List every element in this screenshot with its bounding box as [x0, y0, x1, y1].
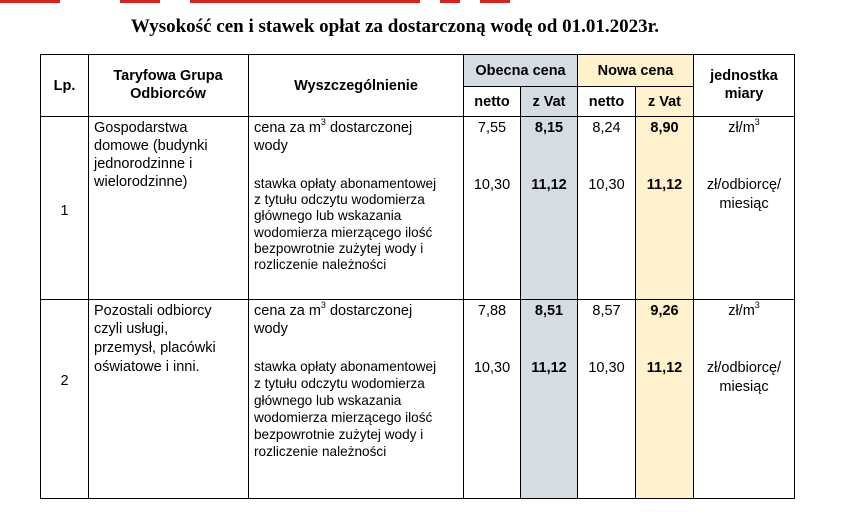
row-1-group-line: Gospodarstwa	[94, 120, 188, 136]
row-2-group-line: Pozostali odbiorcy	[94, 303, 212, 319]
row-2-fee-desc-line: głównego lub wskazania	[254, 393, 402, 408]
row-1-fee-unit-line: zł/odbiorcę/	[706, 177, 782, 193]
header-group: Taryfowa Grupa Odbiorców	[113, 68, 223, 102]
header-spec: Wyszczególnienie	[294, 78, 418, 94]
row-1-lp: 1	[60, 203, 69, 219]
red-text-fragment	[0, 0, 60, 3]
row-1-water-new-vat: 8,90	[650, 120, 679, 136]
row-2-water-price-desc: cena za $m^3$ dostarczonej	[254, 300, 413, 319]
row-1-fee-unit-line: miesiąc	[719, 196, 769, 212]
header-new-price: Nowa cena	[597, 63, 674, 79]
row-2-fee-desc-line: z tytułu odczytu wodomierza	[254, 376, 425, 391]
row-1-fee-desc-line: stawka opłaty abonamentowej	[254, 176, 437, 191]
row-1-group-line: domowe (budynki	[94, 138, 208, 154]
row-1-water-cur-vat: 8,15	[534, 120, 564, 136]
row-1-group-line: wielorodzinne)	[94, 174, 188, 190]
row-2-fee-unit-line: miesiąc	[719, 379, 769, 395]
row-2-fee-new-vat: 11,12	[646, 360, 683, 376]
row-1-fee-desc-line: wodomierza mierzącego ilość	[254, 225, 433, 240]
page-title: Wysokość cen i stawek opłat za dostarczoną wodę od 01.01.2023r.	[130, 16, 660, 37]
row-2-water-cur-vat: 8,51	[534, 303, 564, 319]
row-1-fee-new-vat: 11,12	[646, 177, 683, 193]
row-1-fee-desc-line: rozliczenie należności	[254, 257, 387, 272]
row-1-water-price-desc-cont: wody	[254, 138, 288, 154]
header-current-netto: netto	[474, 94, 510, 110]
row-2-fee-desc-line: rozliczenie należności	[254, 444, 387, 459]
row-1-water-unit: $zł/m^3$	[728, 117, 760, 136]
row-1-water-price-desc: cena za $m^3$ dostarczonej	[254, 117, 413, 136]
row-2-fee-desc-line: stawka opłaty abonamentowej	[254, 359, 437, 374]
header-current-vat: z Vat	[532, 94, 566, 110]
red-text-fragment	[440, 0, 460, 3]
red-text-fragment	[480, 0, 510, 3]
row-2-fee-cur-netto: 10,30	[473, 360, 511, 376]
row-2-water-cur-netto: 7,88	[477, 303, 507, 319]
row-1-fee-desc-line: bezpowrotnie zużytej wody i	[254, 241, 424, 256]
header-unit: jednostka miary	[710, 68, 778, 102]
row-2-water-new-vat: 9,26	[650, 303, 679, 319]
row-2-water-new-netto: 8,57	[592, 303, 621, 319]
header-new-netto: netto	[588, 94, 625, 110]
row-2-fee-new-netto: 10,30	[588, 360, 625, 376]
row-2-fee-unit-line: zł/odbiorcę/	[706, 360, 782, 376]
row-1-fee-cur-netto: 10,30	[473, 177, 511, 193]
red-text-fragment	[190, 0, 420, 3]
row-1-fee-cur-vat: 11,12	[531, 177, 567, 193]
row-2-lp: 2	[60, 373, 69, 389]
header-current-price: Obecna cena	[475, 63, 566, 79]
row-1-fee-new-netto: 10,30	[588, 177, 625, 193]
row-1-water-new-netto: 8,24	[592, 120, 621, 136]
row-2-fee-desc-line: wodomierza mierzącego ilość	[254, 410, 433, 425]
row-1-fee-desc-line: głównego lub wskazania	[254, 208, 402, 223]
red-text-fragment	[120, 0, 160, 3]
row-2-group-line: czyli usługi,	[94, 321, 169, 337]
header-new-vat: z Vat	[647, 94, 682, 110]
row-1-group-line: jednorodzinne i	[94, 156, 193, 172]
row-1-fee-desc-line: z tytułu odczytu wodomierza	[254, 192, 425, 207]
row-2-water-price-desc-cont: wody	[254, 321, 288, 337]
row-2-fee-desc-line: bezpowrotnie zużytej wody i	[254, 427, 424, 442]
row-2-group-line: oświatowe i inni.	[94, 359, 200, 375]
header-lp: Lp.	[53, 78, 76, 94]
row-2-fee-cur-vat: 11,12	[531, 360, 567, 376]
row-2-group-line: przemysł, placówki	[94, 340, 216, 356]
row-1-water-cur-netto: 7,55	[477, 120, 507, 136]
row-2-water-unit: $zł/m^3$	[728, 300, 760, 319]
